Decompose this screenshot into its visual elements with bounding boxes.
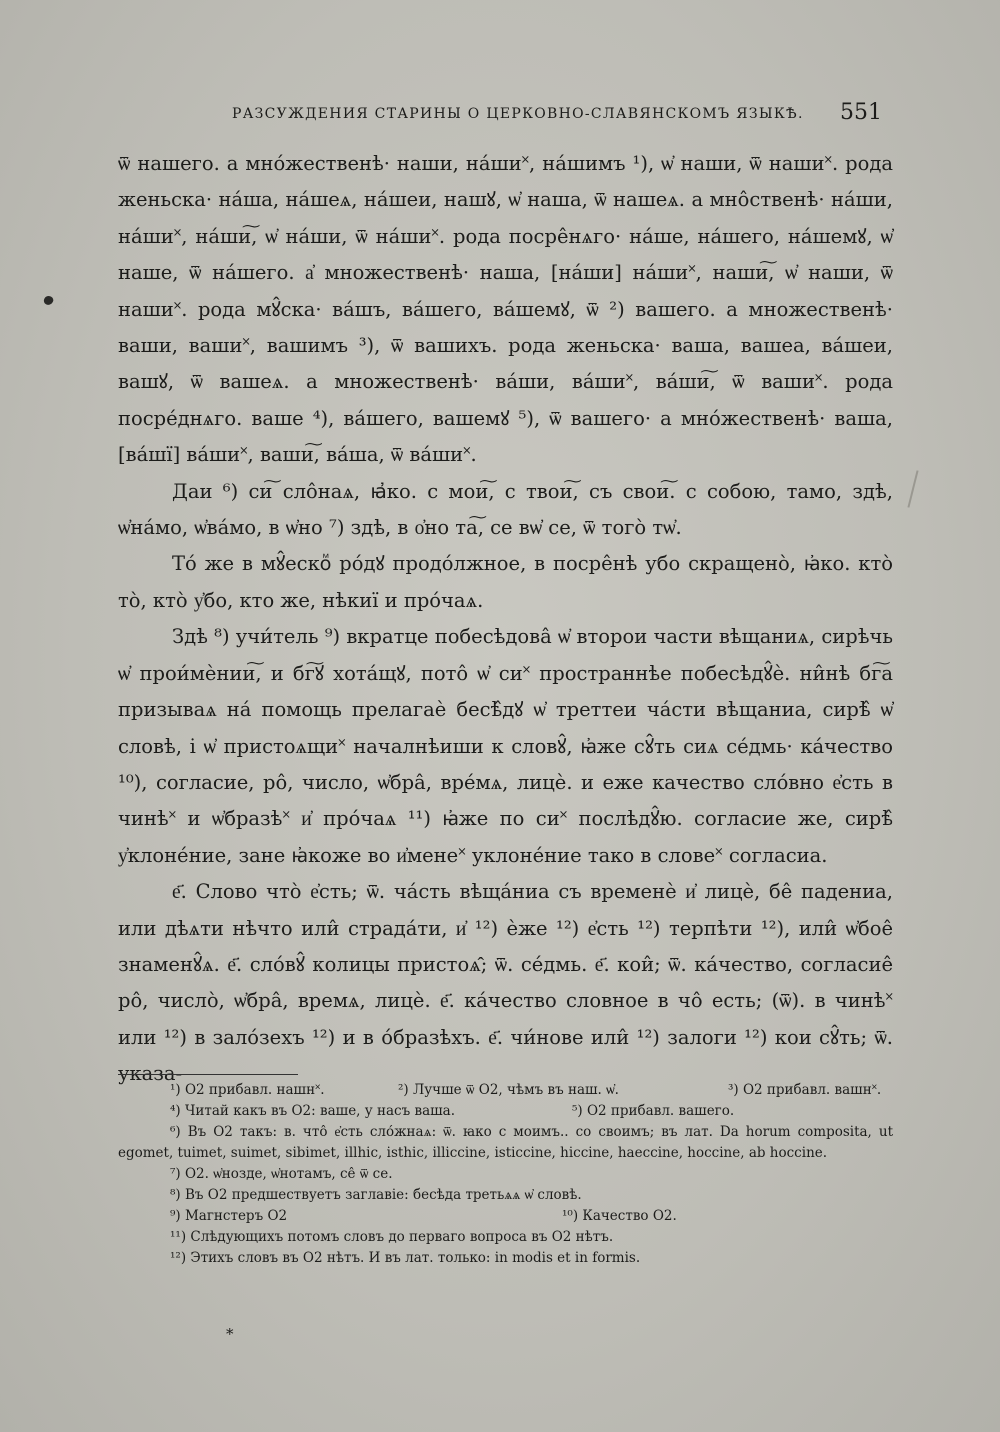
footnote-row <box>118 1101 893 1122</box>
paragraph-teacher-discourse: Здѣ ⁸) учи́тель ⁹) вкратце побесѣдова̂ ѡ҆ второи части вѣщаниѧ, сирѣчь ѡ҆ прои́мѐнии͠, и бг͠ꙋ хота́щꙋ, пото̂ ѡ҆ си˟ пространнѣе побесѣдꙋ̂ѐ. ни̂нѣ бг͠а призываѧ на́ помощь прелагаѐ бесѣ̂дꙋ ѡ҆ треттеи ча́сти вѣщаниа, сирѣ̂ ѡ҆ словѣ, і ѡ҆ пристоѧщи˟ началнѣиши к словꙋ̂, ꙗ҆же сꙋ̂ть сиѧ се́дмь· ка́чество ¹⁰), согласие, ро̂, число, ѡ҆бра̂, вре́мѧ, лицѐ. и еже качество сло́вно е҆сть в чинѣ˟ и ѡ҆бразѣ˟ и҆ про́чаѧ ¹¹) ꙗ҆же по си˟ послѣдꙋ̂ю. согласие же, сирѣ̂ у҆клоне́ние, зане ꙗ҆коже во и҆мене˟ уклоне́ние тако в слове˟ согласиа. <box>118 625 893 867</box>
ink-blot-mark <box>43 295 55 307</box>
footnote-row <box>118 1206 893 1227</box>
paragraph-pronouns-nash-vash: ѿ нашего. а мно́жественѣ· наши, на́ши˟, на́шимъ ¹), ѡ҆ наши, ѿ наши˟. рода женьска· на́ша, на́шеѧ, на́шеи, нашꙋ, ѡ҆ наша, ѿ нашеѧ. а мно̂ственѣ· на́ши, на́ши˟, на́ши͠, ѡ҆ на́ши, ѿ на́ши˟. рода посре̂нѧго· на́ше, на́шего, на́шемꙋ, ѡ҆ наше, ѿ на́шего. а҆ множественѣ· наша, [на́ши] на́ши˟, наши͠, ѡ҆ наши, ѿ наши˟. рода мꙋ̂ска· ва́шъ, ва́шего, ва́шемꙋ, ѿ ²) вашего. а множественѣ· ваши, ваши˟, вашимъ ³), ѿ вашихъ. рода женьска· ваша, вашеа, ва́шеи, вашꙋ, ѿ вашеѧ. а множественѣ· ва́ши, ва́ши˟, ва́ши͠, ѿ ваши˟. рода посре́днѧго. ваше ⁴), ва́шего, вашемꙋ ⁵), ѿ вашего· а мно́жественѣ· ваша, [ва́шї] ва́ши˟, ваши͠, ва́ша, ѿ ва́ши˟. <box>118 152 893 467</box>
running-title: РАЗСУЖДЕНИЯ СТАРИНЫ О ЦЕРКОВНО-СЛАВЯНСКОМЪ ЯЗЫКѢ. <box>232 106 804 122</box>
main-text <box>118 146 893 1093</box>
footnote-10: ¹⁰) Качество О2. <box>562 1208 677 1224</box>
footnote-divider <box>118 1074 298 1075</box>
footnote-11: ¹¹) Слѣдующихъ потомъ словъ до перваго вопроса въ О2 нѣтъ. <box>170 1229 614 1245</box>
footnote-4: ⁴) Читай какъ въ О2: ваше, у насъ ваша. <box>170 1103 456 1119</box>
footnote-5: ⁵) О2 прибавл. вашего. <box>572 1103 735 1119</box>
footnote-6: ⁶) Въ О2 такъ: в. что̂ е҆сть сло́жнаѧ: ѿ. ꙗко с моимъ.. со своимъ; въ лат. Da horum composita, ut egomet, tuimet, suimet, sibimet, illhic, isthic, illiccine, isticcine, hiccine, haeccine, hoccine, ab hoccine. <box>118 1124 893 1161</box>
paragraph-composite-pronouns: Даи ⁶) си͠ сло̂наѧ, ꙗ҆ко. с мои͠, с твои͠, съ свои͠. с собою, тамо, здѣ, ѡ҆на́мо, ѡ҆ва́мо, в ѡ҆но ⁷) здѣ, в о҆но та͠, се вѡ҆ се, ѿ того̀ тѡ҆. <box>118 479 893 540</box>
paragraph-question-verb: е҃. Слово что̀ е҆сть; ѿ. ча́сть вѣща́ниа съ временѐ и҆ лицѐ, бе̂ падениа, или дѣѧти нѣчто или̂ страда́ти, и҆ ¹²) ѐже ¹²) е҆сть ¹²) терпѣти ¹²), или̂ ѡ҆бое̂ знаменꙋ̂ѧ. е҃. сло́вꙋ̂ колицы пристоѧ̂; ѿ. се́дмь. е҃. кои̂; ѿ. ка́чество, согласие̂ ро̂, число̀, ѡ҆бра̂, времѧ, лицѐ. е҃. ка́чество словное в чо̂ есть; (ѿ). в чинѣ˟ или ¹²) в зало́зехъ ¹²) и в о́бразѣхъ. е҃. чи́нове или̂ ¹²) залоги ¹²) кои сꙋ̂ть; ѿ. указа- <box>118 880 893 1086</box>
footnote-8: ⁸) Въ О2 предшествуетъ заглавіе: бесѣда третьѧѧ ѡ҆ словѣ. <box>170 1187 582 1203</box>
pencil-margin-mark <box>907 470 918 507</box>
footnote-2: ²) Лучше ѿ О2, чѣмъ въ наш. ѡ҆. <box>398 1082 619 1098</box>
footnote-3: ³) О2 прибавл. вашн˟. <box>728 1082 882 1098</box>
page-number: 551 <box>840 100 882 125</box>
footnotes <box>118 1080 893 1269</box>
paragraph-masculine-gender: То́ же в мꙋ̂ескоⷨ ро́дꙋ продо́лжное, в посре̂нѣ убо скращено̀, ꙗ҆ко. кто̀ то̀, кто̀ у҆бо, кто же, нѣкиї и про́чаѧ. <box>118 552 893 612</box>
asterisk-mark: * <box>226 1325 234 1343</box>
footnote-1: ¹) О2 прибавл. нашн˟. <box>170 1082 325 1098</box>
footnote-7: ⁷) О2. ѡ҆нозде, ѡ҆нотамъ, се̂ ѿ се. <box>170 1166 393 1182</box>
page-header <box>232 100 882 130</box>
footnote-row <box>118 1080 893 1101</box>
footnote-9: ⁹) Магнстеръ О2 <box>170 1208 288 1224</box>
footnote-12: ¹²) Этихъ словъ въ О2 нѣтъ. И въ лат. только: in modis et in formis. <box>170 1250 641 1266</box>
